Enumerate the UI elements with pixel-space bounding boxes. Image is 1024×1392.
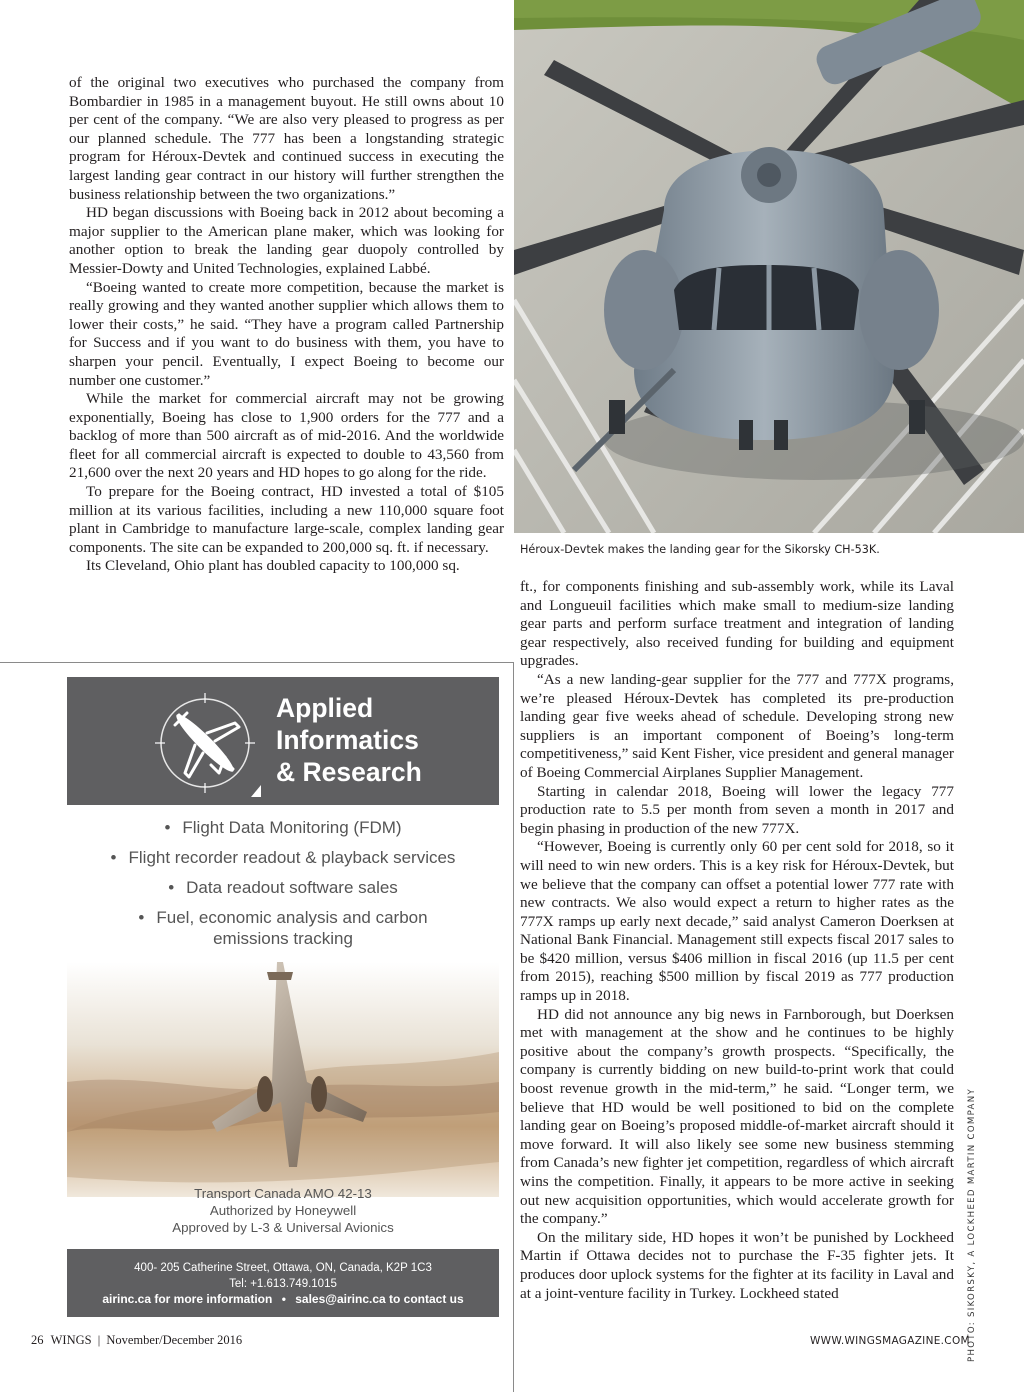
page-footer-left (31, 1333, 242, 1348)
footer-separator: | (97, 1333, 101, 1347)
ad-cert-line: Transport Canada AMO 42-13 (194, 1186, 372, 1201)
ad-certifications (67, 1185, 499, 1236)
bullet-icon: • (168, 878, 175, 897)
photo-credit: PHOTO: SIKORSKY, A LOCKHEED MARTIN COMPANY (967, 1088, 977, 1362)
ad-services-list (67, 817, 499, 958)
ad-contact-line (67, 1292, 499, 1308)
bullet-icon: • (164, 818, 171, 837)
ad-brand-line: & Research (276, 757, 422, 787)
article-paragraph: On the military side, HD hopes it won’t be punished by Lockheed Martin if Ottawa decides not to purchase the F-35 fighter jets. It produces door uplock systems for the fighter at its facility in Laval and at a joint-venture facility in Turkey. Lockheed stated (520, 1228, 954, 1302)
article-paragraph: “Boeing wanted to create more competition, because the market is really growing and they wanted another supplier which allows them to lower their costs,” he said. “They have a program called Partnership for Success and if you want to do business with them, you have to sharpen your pencil. Eventually, I expect Boeing to become our number one customer.” (69, 278, 504, 389)
article-paragraph: ft., for components finishing and sub-assembly work, while its Laval and Longueuil facilities which make small to medium-size landing gear parts and perform surface treatment and integration of landing gear respectively, also received funding for building and equipment upgrades. (520, 578, 954, 670)
article-paragraph: “As a new landing-gear supplier for the 777 and 777X programs, we’re pleased Héroux-Devtek has completed its pre-production landing gear five weeks ahead of schedule. Developing strong new suppliers is an important component of Boeing’s long-term competitiveness,” said Kent Fisher, vice president and general manager of Boeing Commercial Airplanes Supplier Management. (520, 670, 954, 781)
article-paragraph: of the original two executives who purchased the company from Bombardier in 1985 in a management buyout. He still owns about 10 per cent of the company. “We are also very pleased to progress as per our planned schedule. The 777 has been a longstanding strategic program for Héroux-Devtek and continued success in executing the largest landing gear contract in our history will further strengthen the business relationship between the two organizations.” (69, 74, 504, 203)
article-paragraph: “However, Boeing is currently only 60 per cent sold for 2018, so it will need to win new orders. This is a key risk for Héroux-Devtek, but we believe that the company can offset a potential lower 777 rate with new contracts. We also would expect a return to higher rates as the 777X ramps up early next decade,” said analyst Cameron Doerksen at National Bank Financial. Management still expects fiscal 2017 sales to be $420 million, versus $406 million in fiscal 2016 (up 11.5 per cent from 2015), reaching $500 million by fiscal 2019 as 777 production ramps up in 2018. (520, 838, 954, 1005)
ad-cert-line: Authorized by Honeywell (209, 1203, 357, 1218)
ad-brand-line: Informatics (276, 725, 419, 755)
photo-caption: Héroux-Devtek makes the landing gear for the Sikorsky CH-53K. (520, 543, 880, 556)
ad-website-link[interactable]: airinc.ca for more information (102, 1292, 273, 1306)
separator-dot: • (281, 1292, 286, 1306)
article-paragraph: Starting in calendar 2018, Boeing will lower the legacy 777 production rate to 5.5 per month from seven a month in 2017 and begin phasing in production of the new 777X. (520, 782, 954, 837)
article-left-column (69, 74, 504, 576)
ad-brand-line: Applied (276, 693, 374, 723)
article-right-column (520, 578, 954, 1303)
advertisement[interactable] (67, 677, 499, 1317)
ad-contact-footer (67, 1249, 499, 1317)
ad-header (67, 677, 499, 805)
article-paragraph: To prepare for the Boeing contract, HD invested a total of $105 million at its various facilities, including a new 110,000 square foot plant in Cambridge to manufacture large-scale, complex landing gear components. The site can be expanded to 200,000 sq. ft. if necessary. (69, 483, 504, 556)
article-paragraph: Its Cleveland, Ohio plant has doubled capacity to 100,000 sq. (86, 557, 460, 575)
ad-cert-line: Approved by L-3 & Universal Avionics (172, 1220, 394, 1235)
issue-date: November/December 2016 (106, 1333, 243, 1347)
helicopter-photo (514, 0, 1024, 533)
bullet-icon: • (110, 848, 117, 867)
page-number: 26 (31, 1333, 44, 1347)
article-paragraph: While the market for commercial aircraft may not be growing exponentially, Boeing has close to 1,900 orders for the 777 and a backlog of more than 500 aircraft as of mid-2016. And the worldwide fleet for all commercial aircraft is expected to double to 43,560 from 21,600 over the next 20 years and HD hopes to go along for the ride. (69, 390, 504, 482)
ad-service-item: • Flight recorder readout & playback services (110, 848, 456, 867)
ad-phone: Tel: +1.613.749.1015 (229, 1277, 337, 1290)
ad-service-item: • Data readout software sales (168, 878, 398, 897)
airplane-compass-icon (149, 687, 261, 797)
article-paragraph: HD did not announce any big news in Farnborough, but Doerksen met with management at the show and he continues to be highly positive about the company’s growth prospects. “Specifically, the company is currently bidding on new build-to-print work that could boost revenue growth in the mid-term,” he said. “Longer term, we believe that HD would be well positioned to bid on the complete landing gear on Boeing’s proposed middle-of-market aircraft should it move forward. It will also likely see some new business stemming from Canada’s new fighter jet competition, regardless of which aircraft wins the competition. Finally, it appears to be more active in seeking out new acquisition opportunities, which would accelerate growth for the company.” (520, 1005, 954, 1228)
helicopter-illustration (514, 0, 1024, 533)
business-jet-image (67, 962, 499, 1197)
ad-service-item: • Fuel, economic analysis and carbon emissions tracking (138, 908, 428, 948)
ad-service-item: • Flight Data Monitoring (FDM) (164, 818, 402, 837)
article-paragraph: HD began discussions with Boeing back in 2012 about becoming a major supplier to the American plane maker, which was looking for another option to break the landing gear duopoly controlled by Messier-Dowty and United Technologies, explained Labbé. (69, 204, 504, 277)
bullet-icon: • (138, 908, 145, 927)
ad-email-link[interactable]: sales@airinc.ca to contact us (295, 1292, 464, 1306)
website-url[interactable]: WWW.WINGSMAGAZINE.COM (810, 1335, 970, 1347)
ad-brand-name (276, 692, 422, 788)
ad-address: 400- 205 Catherine Street, Ottawa, ON, Canada, K2P 1C3 (134, 1262, 432, 1274)
magazine-name: WINGS (50, 1333, 92, 1347)
